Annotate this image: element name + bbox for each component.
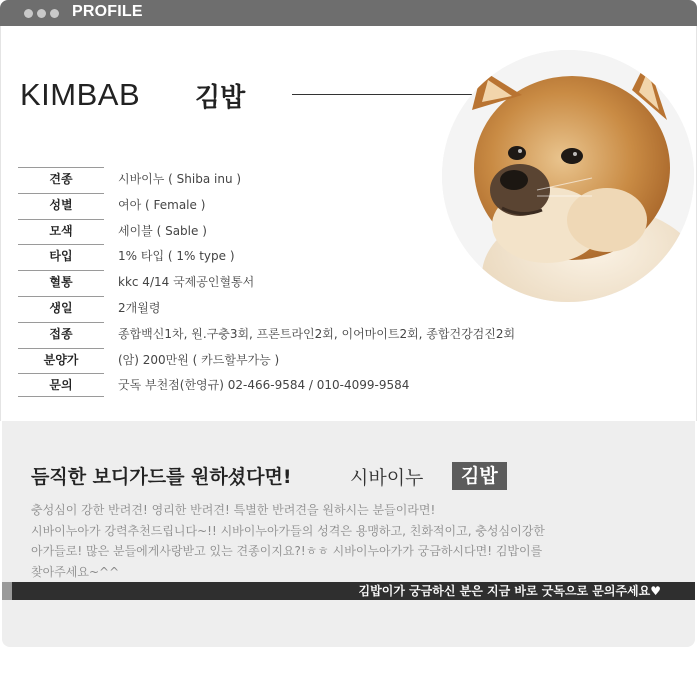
info-row-contact	[18, 373, 598, 399]
info-label: 타입	[18, 244, 104, 268]
description-line: 아가들로! 많은 분들에게사랑받고 있는 견종이지요?!ㅎㅎ 시바이누아가가 궁금하시다면! 김밥이를	[31, 544, 543, 558]
cta-text[interactable]: 김밥이가 궁금하신 분은 지금 바로 굿독으로 문의주세요♥	[358, 584, 661, 598]
info-label: 생일	[18, 296, 104, 320]
dog-name-badge: 김밥	[452, 462, 507, 490]
dog-name-korean: 김밥	[195, 83, 246, 113]
info-label: 혈통	[18, 270, 104, 294]
dot-icon	[37, 9, 46, 18]
info-value: 1% 타입 ( 1% type )	[118, 249, 235, 264]
info-row-vaccination	[18, 322, 598, 348]
info-value: 세이블 ( Sable )	[118, 223, 207, 238]
info-row-type	[18, 244, 598, 270]
info-row-pedigree	[18, 270, 598, 296]
info-value-price: (암) 200만원 ( 카드할부가능 )	[118, 352, 280, 367]
info-row-color	[18, 219, 598, 245]
info-row-breed	[18, 167, 598, 193]
info-label: 성별	[18, 193, 104, 217]
info-label: 견종	[18, 167, 104, 191]
info-label: 접종	[18, 322, 104, 346]
description-line: 찾아주세요~^^	[31, 564, 120, 579]
info-row-price	[18, 348, 598, 374]
info-row-gender	[18, 193, 598, 219]
info-value: 종합백신1차, 원.구충3회, 프론트라인2회, 이어마이트2회, 종합건강검진2회	[118, 326, 516, 341]
description-line: 시바이누아가 강력추천드립니다~!! 시바이누아가들의 성격은 용맹하고, 친화적이고, 충성심이강한	[31, 523, 545, 538]
window-dots	[24, 9, 59, 18]
cta-bar[interactable]	[2, 582, 695, 600]
description-line: 충성심이 강한 반려견! 영리한 반려견! 특별한 반려견을 원하시는 분들이라면!	[31, 503, 436, 517]
name-divider-line	[292, 94, 477, 95]
dog-info-table	[18, 167, 598, 399]
promo-description	[31, 500, 651, 582]
dot-icon	[24, 9, 33, 18]
info-value: 시바이누 ( Shiba inu )	[118, 172, 242, 186]
info-label: 분양가	[18, 348, 104, 372]
info-label: 문의	[18, 373, 104, 397]
header-title: PROFILE	[72, 3, 143, 20]
info-value: 2개월령	[118, 300, 161, 315]
dog-name-english: KIMBAB	[20, 77, 141, 112]
cta-accent	[2, 582, 12, 600]
promo-headline: 듬직한 보디가드를 원하셨다면!	[31, 466, 292, 488]
info-row-birth	[18, 296, 598, 322]
info-value-contact: 굿독 부천점(한영규) 02-466-9584 / 010-4099-9584	[118, 378, 410, 393]
info-value: 여아 ( Female )	[118, 197, 206, 212]
profile-header-bar	[0, 0, 697, 26]
info-label: 모색	[18, 219, 104, 243]
promo-breed: 시바이누	[350, 467, 424, 489]
dot-icon	[50, 9, 59, 18]
info-value: kkc 4/14 국제공인혈통서	[118, 275, 255, 290]
